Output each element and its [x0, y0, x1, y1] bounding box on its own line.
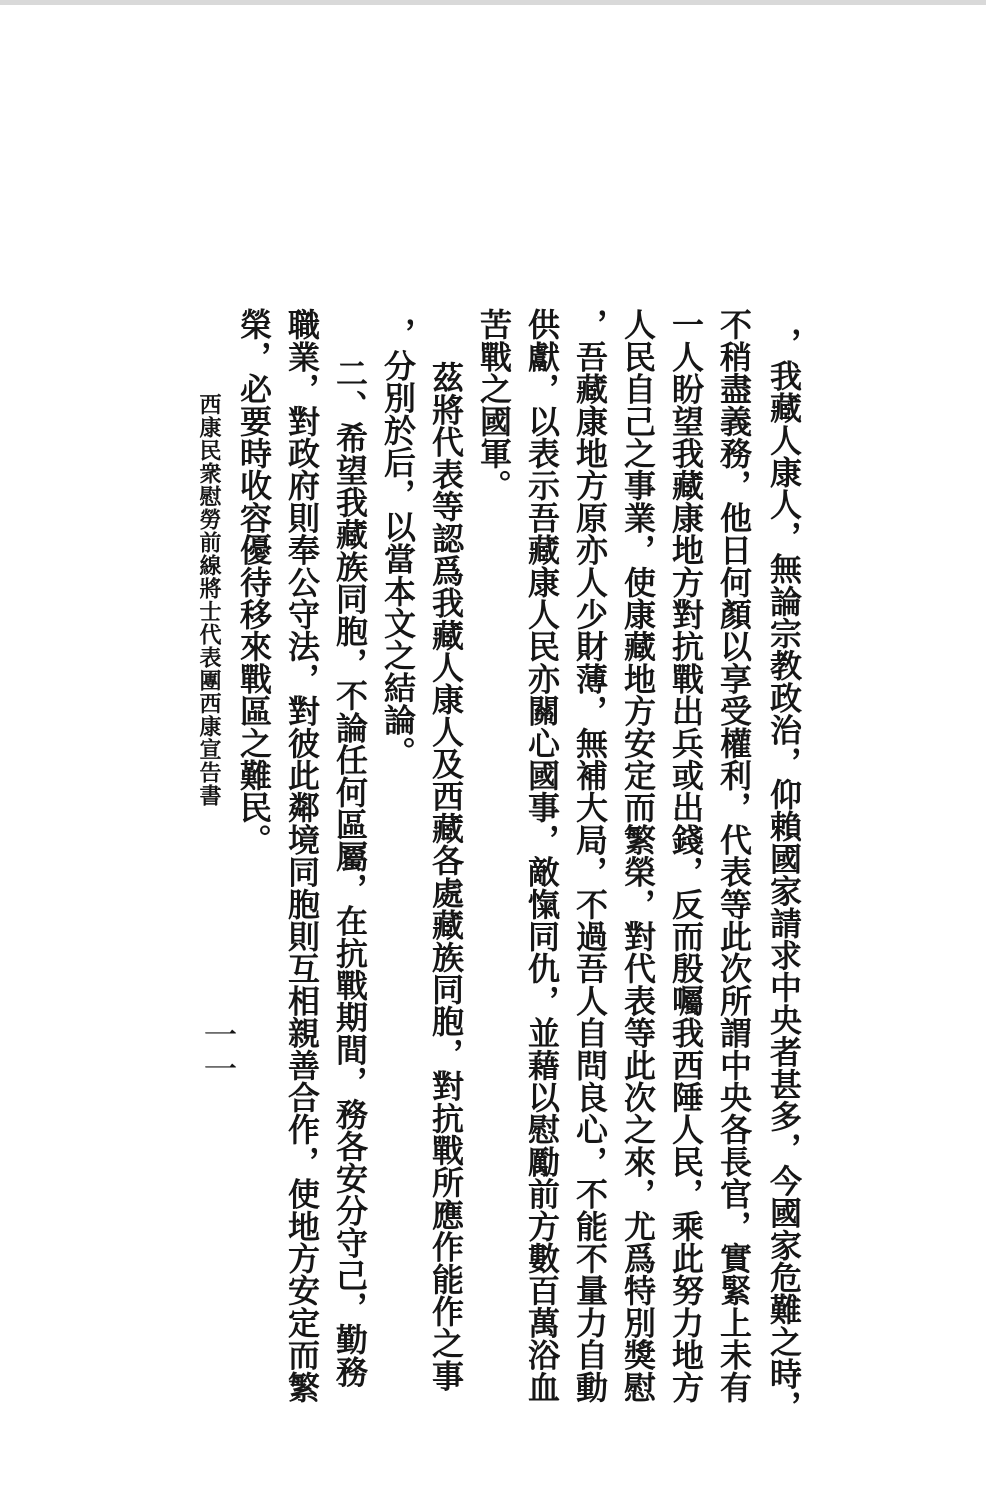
text-column-9: ，分別於后，以當本文之結論。: [379, 317, 417, 768]
text-column-6: 供獻，以表示吾藏康人民亦關心國事，敵愾同仇，並藉以慰勵前方數百萬浴血: [523, 308, 561, 1403]
text-column-1: ，我藏人康人，無論宗教政治，仰賴國家請求中央者甚多，今國家危難之時，: [765, 327, 803, 1422]
text-column-12: 榮，必要時收容優待移來戰區之難民。: [235, 308, 273, 856]
document-page: [0, 5, 986, 1504]
running-title: 西康民衆慰勞前線將士代表團西康宣告書: [196, 393, 222, 807]
text-column-10: 二、希望我藏族同胞，不論任何區屬，在抗戰期間，務各安分守己，勤務: [331, 357, 369, 1388]
text-column-3: 一人盼望我藏康地方對抗戰出兵或出錢，反而殷囑我西陲人民，乘此努力地方: [667, 308, 705, 1403]
text-column-8: 茲將代表等認爲我藏人康人及西藏各處藏族同胞，對抗戰所應作能作之事: [427, 361, 465, 1392]
text-column-7: 苦戰之國軍。: [475, 308, 513, 502]
text-column-11: 職業，對政府則奉公守法，對彼此鄰境同胞則互相親善合作，使地方安定而繁: [283, 308, 321, 1403]
text-column-2: 不稍盡義務，他日何顏以享受權利，代表等此次所謂中央各長官，實緊上未有: [715, 308, 753, 1403]
text-column-5: ，吾藏康地方原亦人少財薄，無補大局，不過吾人自問良心，不能不量力自動: [571, 308, 609, 1403]
text-column-4: 人民自己之事業，使康藏地方安定而繁榮，對代表等此次之來，尤爲特別獎慰: [619, 308, 657, 1403]
page-number: 一一: [197, 1017, 237, 1085]
